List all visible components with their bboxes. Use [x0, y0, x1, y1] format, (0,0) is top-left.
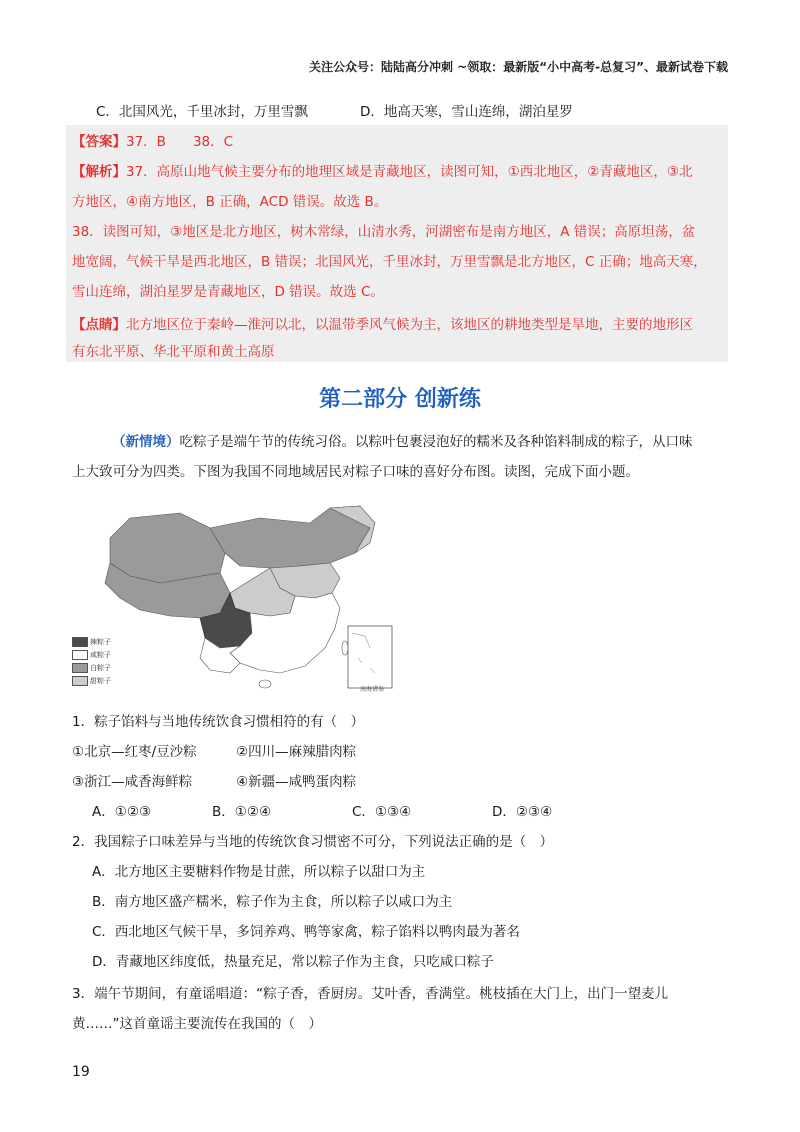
intro-text-2: 上大致可分为四类。下图为我国不同地域居民对粽子口味的喜好分布图。读图，完成下面小题。 — [72, 464, 639, 480]
legend-swatch-sweet — [72, 676, 88, 686]
legend-label-salty: 咸粽子 — [90, 651, 111, 659]
q1-option-d[interactable]: D．②③④ — [492, 804, 553, 820]
legend-label-sweet: 甜粽子 — [90, 677, 111, 685]
legend-swatch-salty — [72, 650, 88, 660]
prev-option-d: D．地高天寒，雪山连绵，湖泊星罗 — [360, 104, 573, 120]
map-region-taiwan — [342, 641, 348, 655]
analysis-line-1 — [72, 160, 693, 180]
q1-item-1: ①北京—红枣/豆沙粽 — [72, 744, 197, 760]
q3-stem-line-1: 3．端午节期间，有童谣唱道：“粽子香，香厨房。艾叶香，香满堂。桃枝插在大门上，出门一望麦儿 — [72, 986, 669, 1002]
legend-swatch-spicy — [72, 637, 88, 647]
q1-item-2: ②四川—麻辣腊肉粽 — [236, 744, 357, 760]
inset-label: 南海诸岛 — [360, 686, 385, 693]
q2-stem: 2．我国粽子口味差异与当地的传统饮食习惯密不可分，下列说法正确的是（ ） — [72, 834, 554, 850]
page-header: 关注公众号：陆陆高分冲刺 ~领取：最新版“小中高考-总复习”、最新试卷下载 — [309, 60, 728, 74]
q1-option-c[interactable]: C．①③④ — [352, 804, 412, 820]
analysis-text-4: 地宽阔，气候干旱是西北地区，B 错误；北国风光，千里冰封，万里雪飘是北方地区，C 正确；地高天寒， — [72, 254, 707, 270]
q1-item-3: ③浙江—咸香海鲜粽 — [72, 774, 193, 790]
tip-text-2: 有东北平原、华北平原和黄土高原 — [72, 344, 275, 360]
page-number: 19 — [72, 1064, 90, 1080]
q1-option-b[interactable]: B．①②④ — [212, 804, 272, 820]
answer-line — [72, 130, 233, 150]
south-china-sea-inset — [348, 626, 392, 688]
analysis-text-5: 雪山连绵，湖泊星罗是青藏地区，D 错误。故选 C。 — [72, 284, 384, 300]
analysis-tag: 【解析】 — [72, 164, 126, 180]
tip-text-1: 北方地区位于秦岭—淮河以北，以温带季风气候为主，该地区的耕地类型是旱地，主要的地形区 — [126, 317, 693, 333]
analysis-text-2: 方地区，④南方地区，B 正确，ACD 错误。故选 B。 — [72, 194, 388, 210]
intro-text-1: 吃粽子是端午节的传统习俗。以粽叶包裹浸泡好的糯米及各种馅料制成的粽子，从口味 — [179, 434, 693, 450]
map-region-northwest — [110, 513, 225, 583]
q2-option-a[interactable]: A．北方地区主要糖料作物是甘蔗，所以粽子以甜口为主 — [92, 864, 426, 880]
analysis-text-1: 37．高原山地气候主要分布的地理区域是青藏地区，读图可知，①西北地区，②青藏地区，③北 — [126, 164, 693, 180]
q1-stem: 1．粽子馅料与当地传统饮食习惯相符的有（ ） — [72, 714, 365, 730]
answer-text: 37．B 38．C — [126, 134, 234, 150]
q2-option-d[interactable]: D．青藏地区纬度低，热量充足，常以粽子作为主食，只吃咸口粽子 — [92, 954, 494, 970]
map-region-hainan — [259, 680, 271, 688]
answer-tag: 【答案】 — [72, 134, 126, 150]
q2-option-c[interactable]: C．西北地区气候干旱，多饲养鸡、鸭等家禽，粽子馅料以鸭肉最为著名 — [92, 924, 520, 940]
analysis-text-3: 38．读图可知，③地区是北方地区，树木常绿，山清水秀，河湖密布是南方地区，A 错误；高原坦荡，盆 — [72, 224, 696, 240]
scenario-tag: （新情境） — [112, 434, 180, 450]
q1-option-a[interactable]: A．①②③ — [92, 804, 152, 820]
tip-tag: 【点睛】 — [72, 317, 126, 333]
legend-label-plain: 白粽子 — [90, 664, 111, 672]
prev-option-c: C．北国风光，千里冰封，万里雪飘 — [96, 104, 308, 120]
section-title: 第二部分 创新练 — [319, 387, 481, 412]
legend-swatch-plain — [72, 663, 88, 673]
zongzi-preference-map — [70, 498, 410, 698]
q3-stem-line-2: 黄……”这首童谣主要流传在我国的（ ） — [72, 1016, 322, 1032]
q1-item-4: ④新疆—咸鸭蛋肉粽 — [236, 774, 357, 790]
tip-line-1 — [72, 313, 693, 333]
legend-label-spicy: 辣粽子 — [90, 638, 111, 646]
china-map-graphic — [70, 498, 410, 698]
intro-line-1 — [112, 430, 693, 450]
q2-option-b[interactable]: B．南方地区盛产糯米，粽子作为主食，所以粽子以咸口为主 — [92, 894, 453, 910]
